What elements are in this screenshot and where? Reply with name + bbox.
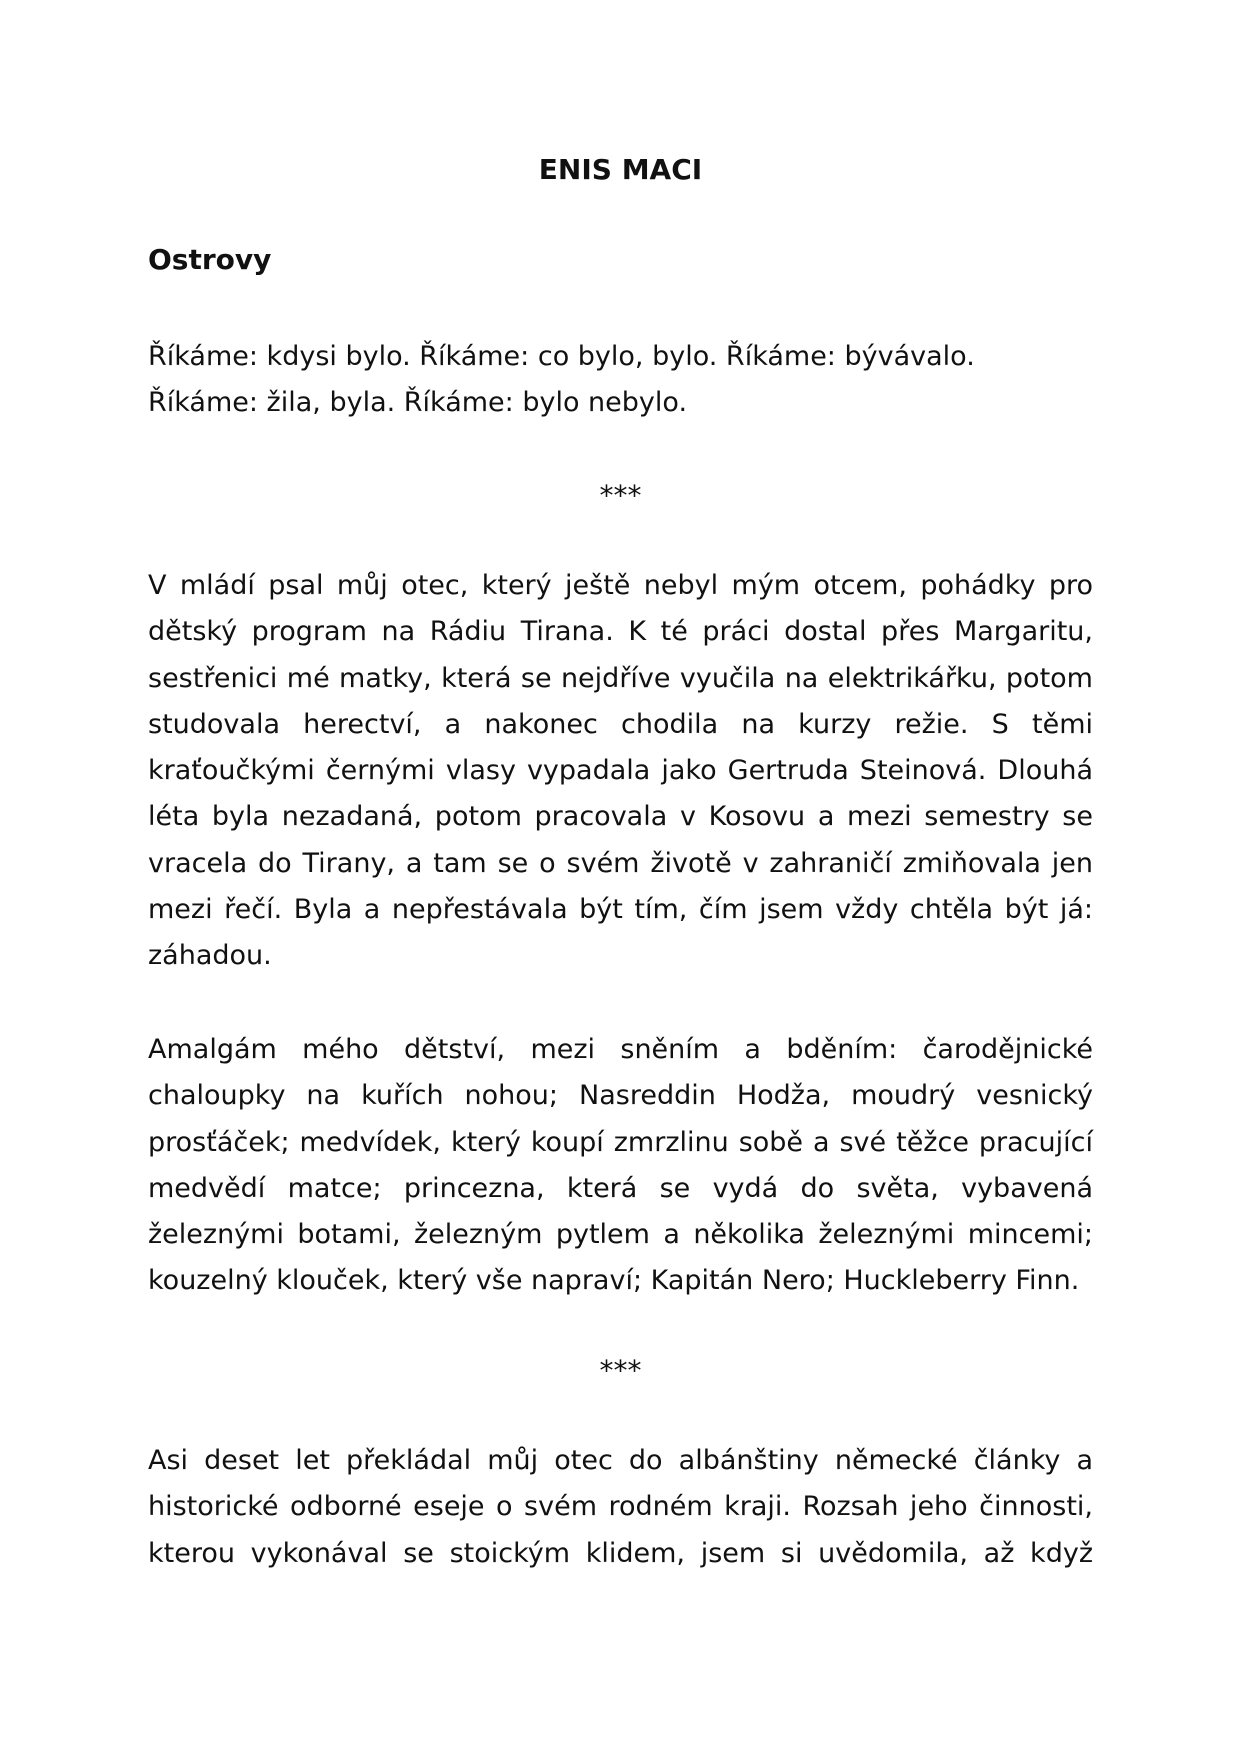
paragraph-childhood: Amalgám mého dětství, mezi sněním a bděním: čarodějnické chaloupky na kuřích nohou; Nasreddin Hodža, moudrý vesnický prosťáček; medvídek, který koupí zmrzlinu sobě a své těžce pracující medvědí matce; princezna, která se vydá do světa, vybavená železnými botami, železným pytlem a několika železnými mincemi; kouzelný klouček, který vše napraví; Kapitán Nero; Huckleberry Finn.	[148, 1034, 1093, 1297]
paragraph-opening: Říkáme: kdysi bylo. Říkáme: co bylo, bylo. Říkáme: bývávalo. Říkáme: žila, byla. Říkáme: bylo nebylo.	[148, 341, 975, 419]
author-name: ENIS MACI	[538, 153, 703, 186]
paragraph-father-radio: V mládí psal můj otec, který ještě nebyl mým otcem, pohádky pro dětský program na Rádiu Tirana. K té práci dostal přes Margaritu, sestřenici mé matky, která se nejdříve vyučila na elektrikářku, potom studovala herectví, a nakonec chodila na kurzy režie. S těmi kraťoučkými černými vlasy vypadala jako Gertruda Steinová. Dlouhá léta byla nezadaná, potom pracovala v Kosovu a mezi semestry se vracela do Tirany, a tam se o svém životě v zahraničí zmiňovala jen mezi řečí. Byla a nepřestávala být tím, čím jsem vždy chtěla být já: záhadou.	[148, 570, 1093, 972]
document-page	[148, 0, 1093, 1754]
section-separator: ***	[599, 1354, 642, 1387]
essay-title: Ostrovy	[148, 243, 272, 276]
paragraph-translations: Asi deset let překládal můj otec do albánštiny německé články a historické odborné eseje o svém rodném kraji. Rozsah jeho činnosti, kterou vykonával se stoickým klidem, jsem si uvědomila, až když	[148, 1445, 1093, 1569]
section-separator: ***	[599, 479, 642, 512]
